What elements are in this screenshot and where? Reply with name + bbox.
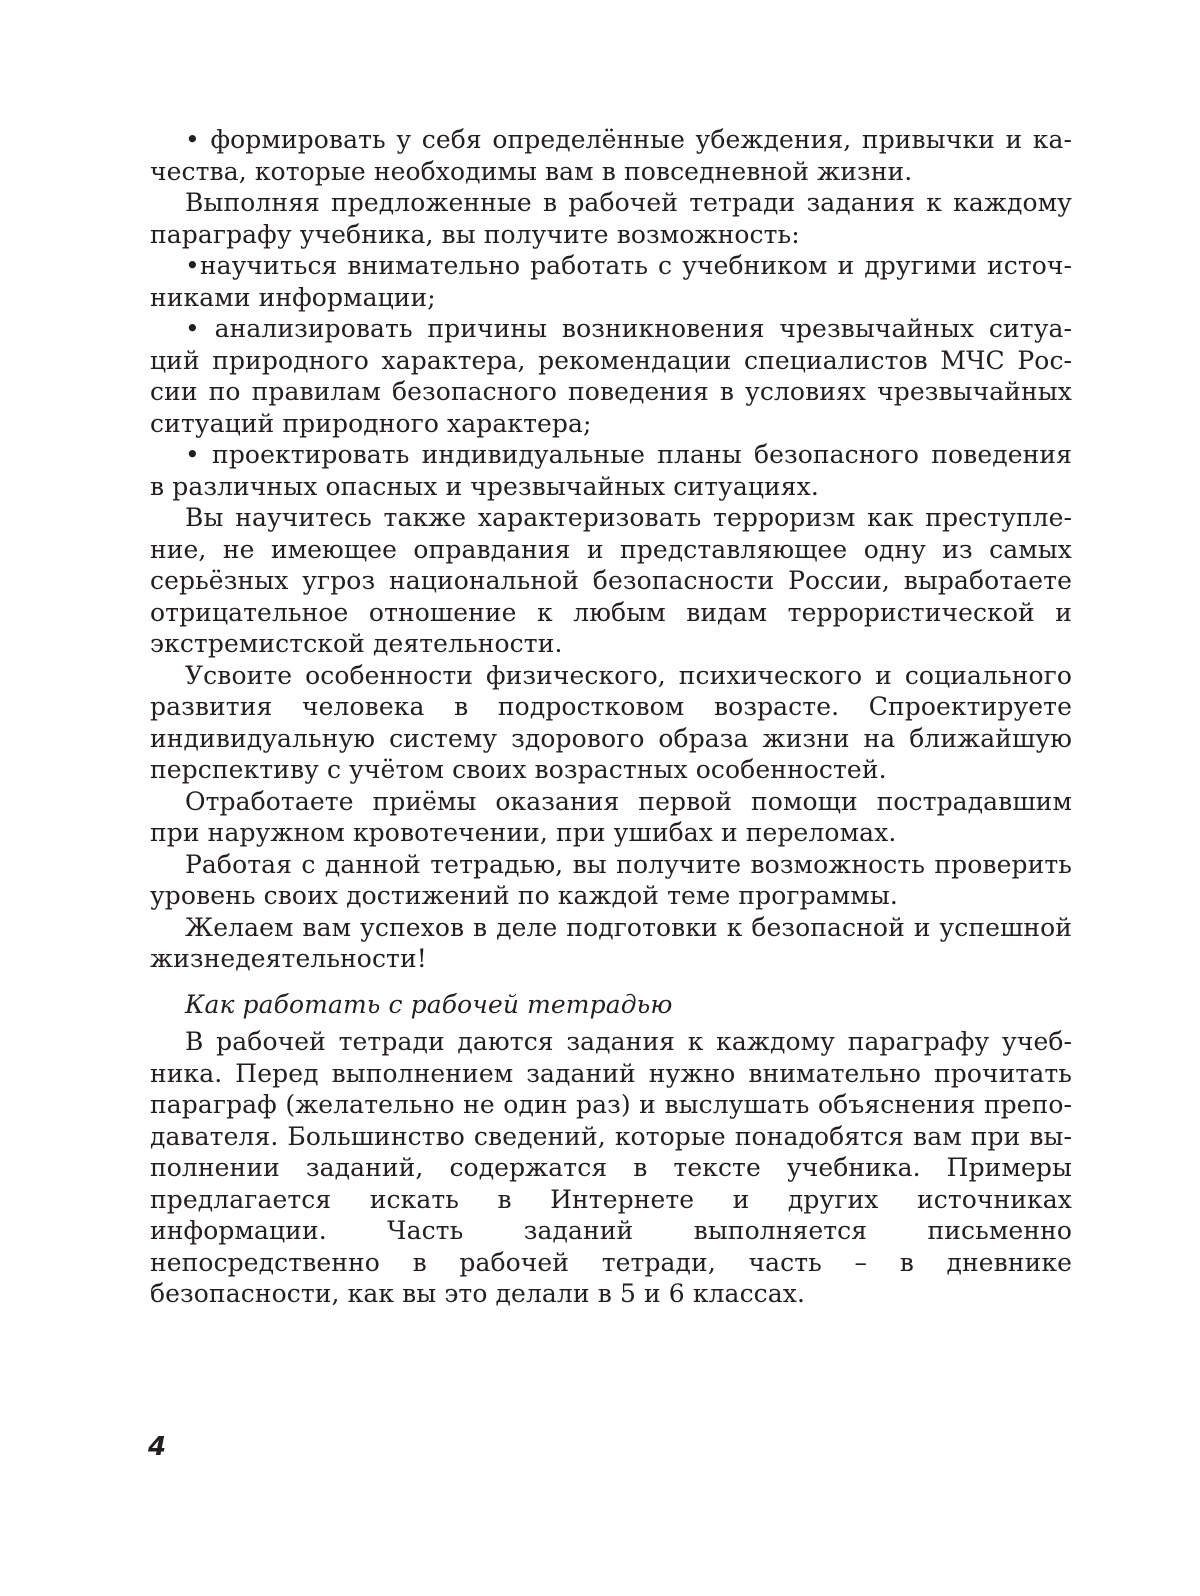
bullet-work-with-textbook: •научиться внимательно работать с учебником и другими источниками информации; — [150, 251, 1072, 312]
page-number: 4 — [148, 1432, 167, 1462]
paragraph-how-to-work: В рабочей тетради даются задания к каждому параграфу учебника. Перед выполнением заданий нужно внимательно прочитать параграф (желательно не один раз) и выслушать объяснения преподавателя. Большинство сведений, которые понадобятся вам при выполнении заданий, содержатся в тексте учебника. Примеры предлагается искать в Интернете и других источниках информации. Часть заданий выполняется письменно непосредственно в рабочей тетради, часть – в дневнике безопасности, как вы это делали в 5 и 6 классах. — [150, 1027, 1072, 1308]
paragraph-check-achievements: Работая с данной тетрадью, вы получите возможность проверить уровень своих достижений по каждой теме программы. — [150, 849, 1072, 910]
paragraph-development: Усвоите особенности физического, психического и социального развития человека в подростковом возрасте. Спроектируете индивидуальную систему здорового образа жизни на ближайшую перспективу с учётом своих возрастных особенностей. — [150, 660, 1072, 784]
paragraph-first-aid: Отработаете приёмы оказания первой помощи пострадавшим при наружном кровотечении, при ушибах и переломах. — [150, 786, 1072, 847]
section-heading: Как работать с рабочей тетрадью — [185, 989, 673, 1019]
paragraph-wishes: Желаем вам успехов в деле подготовки к безопасной и успешной жизнедеятельности! — [150, 912, 1072, 973]
body-text — [150, 124, 1072, 1310]
bullet-design-plans: • проектировать индивидуальные планы безопасного поведения в различных опасных и чрезвычайных ситуациях. — [150, 440, 1072, 501]
paragraph-terrorism: Вы научитесь также характеризовать терроризм как преступление, не имеющее оправдания и представляющее одну из самых серьёзных угроз национальной безопасности России, выработаете отрицательное отношение к любым видам террористической и экстремистской деятельности. — [150, 503, 1072, 658]
bullet-form-beliefs: • формировать у себя определённые убеждения, привычки и качества, которые необходимы вам в повседневной жизни. — [150, 125, 1072, 186]
paragraph-workbook-tasks: Выполняя предложенные в рабочей тетради задания к каждому параграфу учебника, вы получите возможность: — [150, 188, 1072, 249]
bullet-analyze-causes: • анализировать причины возникновения чрезвычайных ситуаций природного характера, рекомендации специалистов МЧС России по правилам безопасного поведения в условиях чрезвычайных ситуаций природного характера; — [150, 314, 1072, 438]
